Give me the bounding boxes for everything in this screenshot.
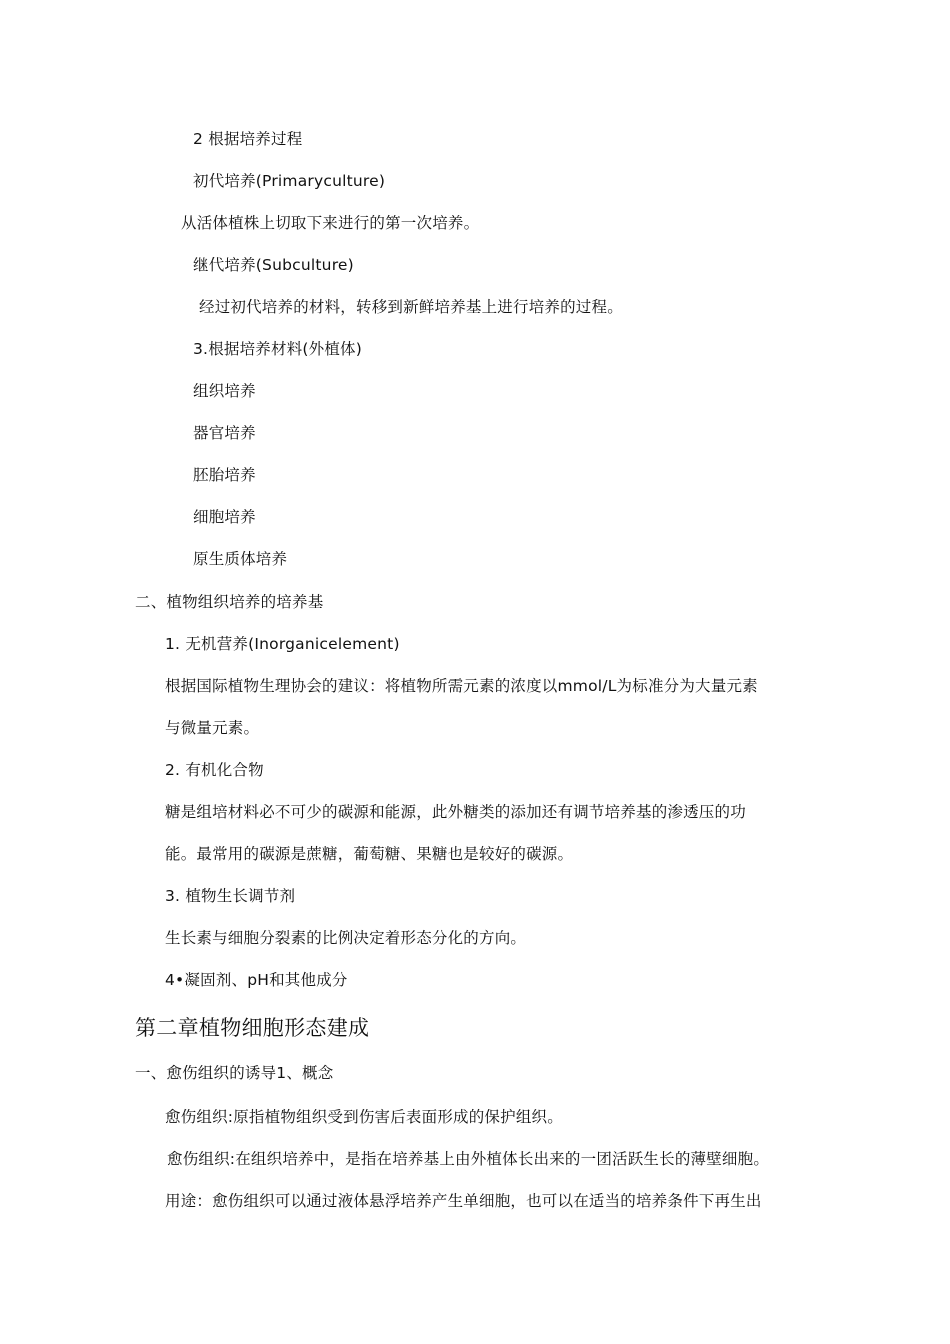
text-line: 1. 无机营养(Inorganicelement)	[165, 635, 400, 653]
text-line: 从活体植株上切取下来进行的第一次培养。	[181, 214, 480, 232]
text-line: 细胞培养	[193, 508, 256, 526]
text-line: 2. 有机化合物	[165, 761, 264, 779]
text-line: 糖是组培材料必不可少的碳源和能源，此外糖类的添加还有调节培养基的渗透压的功	[165, 803, 746, 821]
text-line: 2 根据培养过程	[193, 130, 303, 148]
text-line: 组织培养	[193, 382, 256, 400]
text-line: 胚胎培养	[193, 466, 256, 484]
text-line: 原生质体培养	[193, 550, 288, 568]
text-line: 根据国际植物生理协会的建议：将植物所需元素的浓度以mmol/L为标准分为大量元素	[165, 677, 758, 695]
section-heading: 二、植物组织培养的培养基	[135, 593, 324, 611]
text-line: 生长素与细胞分裂素的比例决定着形态分化的方向。	[165, 929, 527, 947]
text-line: 3.根据培养材料(外植体)	[193, 340, 362, 358]
text-line: 3. 植物生长调节剂	[165, 887, 296, 905]
text-line: 继代培养(Subculture)	[193, 256, 354, 274]
text-line: 与微量元素。	[165, 719, 260, 737]
text-line: 4•凝固剂、pH和其他成分	[165, 971, 348, 989]
text-line: 初代培养(Primaryculture)	[193, 172, 386, 190]
text-line: 经过初代培养的材料，转移到新鲜培养基上进行培养的过程。	[199, 298, 623, 316]
text-line: 用途：愈伤组织可以通过液体悬浮培养产生单细胞，也可以在适当的培养条件下再生出	[165, 1192, 762, 1210]
text-line: 能。最常用的碳源是蔗糖，葡萄糖、果糖也是较好的碳源。	[165, 845, 574, 863]
chapter-title: 第二章植物细胞形态建成	[135, 1016, 370, 1040]
text-line: 器官培养	[193, 424, 256, 442]
text-line: 愈伤组织:原指植物组织受到伤害后表面形成的保护组织。	[165, 1108, 563, 1126]
text-line: 愈伤组织:在组织培养中，是指在培养基上由外植体长出来的一团活跃生长的薄壁细胞。	[167, 1150, 770, 1168]
section-heading: 一、愈伤组织的诱导1、概念	[135, 1064, 334, 1082]
